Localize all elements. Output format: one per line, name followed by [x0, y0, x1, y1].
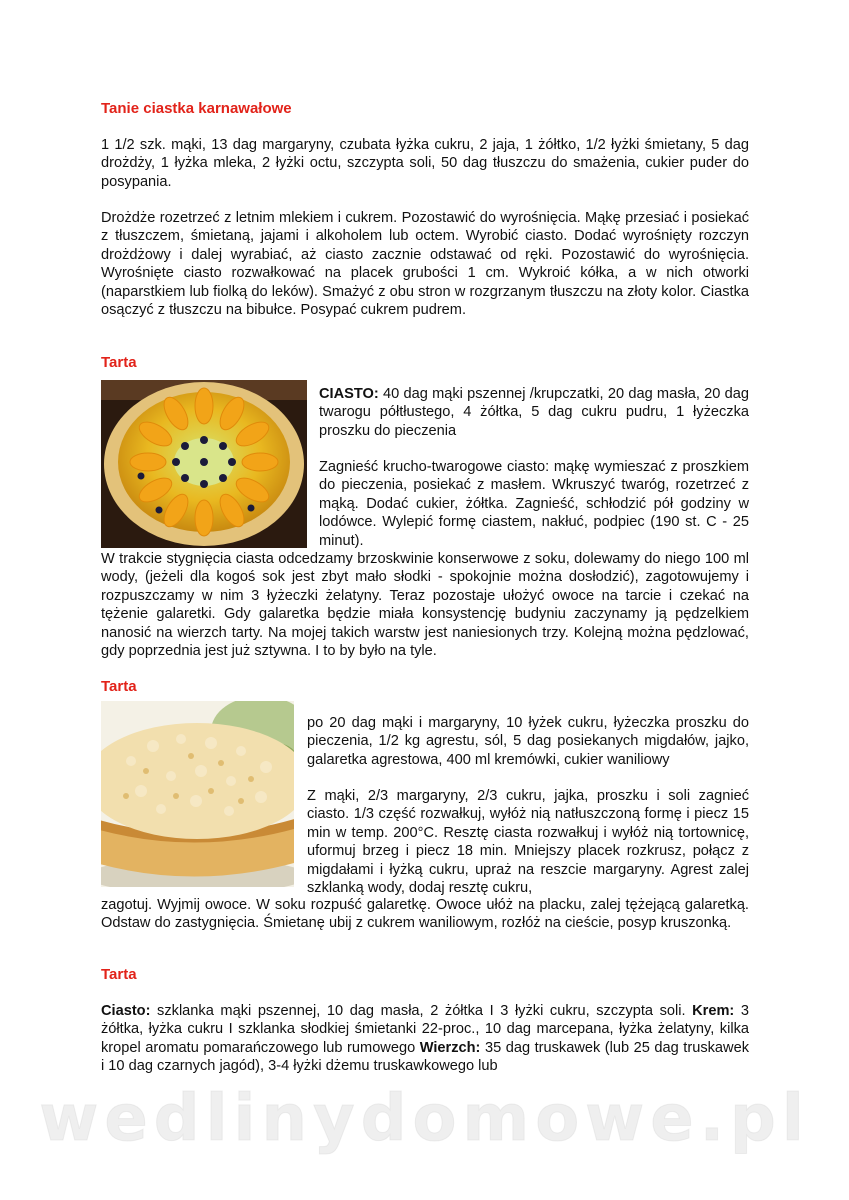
recipe-title-ciastka: Tanie ciastka karnawałowe — [101, 100, 292, 117]
cream-text: 3 żółtka, łyżka cukru I szklanka słodkiej śmietanki 22-proc., 10 dag marcepana, łyżka żelatyny, kilka kropel aromatu pomarańczowego lub rumowego — [101, 1003, 749, 1056]
recipe-ingredients-tarta-2: po 20 dag mąki i margaryny, 10 łyżek cukru, łyżeczka proszku do pieczenia, 1/2 kg agrestu, sól, 5 dag posiekanych migdałów, jajko, galaretka agrestowa, 400 ml kremówki, cukier waniliowy — [307, 715, 749, 768]
recipe-title-tarta-3: Tarta — [101, 966, 137, 983]
recipe-title-tarta-1: Tarta — [101, 354, 137, 371]
site-watermark: wedlinydomowe.pl — [39, 1082, 810, 1156]
recipe-method-b-tarta-2: zagotuj. Wyjmij owoce. W soku rozpuść galaretkę. Owoce ułóż na placku, zalej tężejącą galaretką. Odstaw do zastygnięcia. Śmietanę ubij z cukrem waniliowym, rozłóż na cieście, posyp kruszonką. — [101, 897, 749, 932]
topping-text: 35 dag truskawek (lub 25 dag truskawek i 10 dag czarnych jagód), 3-4 łyżki dżemu truskawkowego lub — [101, 1039, 749, 1075]
recipe-title-tarta-2: Tarta — [101, 678, 137, 695]
recipe-body-tarta-3 — [101, 1002, 749, 1076]
topping-label: Wierzch: — [419, 1039, 481, 1056]
dough-label: CIASTO: — [319, 386, 379, 402]
dough-text: 40 dag mąki pszennej /krupczatki, 20 dag masła, 20 dag twarogu półtłustego, 4 żółtka, 5 dag cukru pudru, 1 łyżeczka proszku do pieczenia — [319, 386, 749, 439]
recipe-ingredients-ciastka: 1 1/2 szk. mąki, 13 dag margaryny, czubata łyżka cukru, 2 jaja, 1 żółtko, 1/2 łyżki śmietany, 5 dag drożdży, 1 łyżka mleka, 2 łyżki octu, szczypta soli, 50 dag tłuszczu do smażenia, cukier puder do posypania. — [101, 137, 749, 190]
dough-text-2: szklanka mąki pszennej, 10 dag masła, 2 żółtka I 3 łyżki cukru, szczypta soli. — [150, 1003, 693, 1019]
gooseberry-tart-photo — [101, 701, 294, 887]
recipe-method-b-tarta-1: W trakcie stygnięcia ciasta odcedzamy brzoskwinie konserwowe z soku, dolewamy do niego 100 ml wody, (jeżeli dla kogoś sok jest zbyt mało słodki - spokojnie można dosłodzić), zagotowujemy i rozpuszczamy w nim 3 łyżeczki żelatyny. Teraz pozostaje ułożyć owoce na tarcie i czekać na tężenie galaretki. Gdy galaretka będzie miała konsystencję budyniu zaczynamy ją pędzelkiem nanosić na wierzch tarty. Na mojej takich warstw jest naniesionych trzy. Kolejną można pędzlować, gdy poprzednia jest już sztywna. I to by było na tyle. — [101, 551, 749, 660]
recipe-method-ciastka: Drożdże rozetrzeć z letnim mlekiem i cukrem. Pozostawić do wyrośnięcia. Mąkę przesiać i posiekać z tłuszczem, śmietaną, jajami i alkoholem lub octem. Wyrobić ciasto. Dodać wyrośnięty rozczyn drożdżowy i dalej wyrabiać, aż ciasto zacznie odstawać od ręki. Pozostawić do wyrośnięcia. Wyrośnięte ciasto rozwałkować na placek grubości 1 cm. Wykroić kółka, a w nich otworki (naparstkiem lub fiolką do leków). Smażyć z obu stron w rozgrzanym tłuszczu na złoty kolor. Ciastka osączyć z tłuszczu na bibułce. Posypać cukrem pudrem. — [101, 210, 749, 319]
recipe-dough-tarta-1 — [319, 385, 749, 440]
dough-label-2: Ciasto: — [101, 1003, 151, 1019]
recipe-method-a-tarta-2: Z mąki, 2/3 margaryny, 2/3 cukru, jajka, proszku i soli zagnieć ciasto. 1/3 część rozwałkuj, wyłóż nią natłuszczoną formę i piecz 15 min w temp. 200°C. Resztę ciasta rozwałkuj i wyłóż nią tortownicę, uformuj brzeg i piecz 18 min. Mniejszy placek rozkrusz, połącz z migdałami i łyżką cukru, upraż na reszcie margaryny. Agrest zalej szklanką wody, dodaj resztę cukru, — [307, 788, 749, 897]
peach-tart-photo — [101, 380, 307, 548]
cream-label: Krem: — [692, 1003, 735, 1019]
recipe-method-a-tarta-1: Zagnieść krucho-twarogowe ciasto: mąkę wymieszać z proszkiem do pieczenia, posiekać z masłem. Wkruszyć twaróg, rozetrzeć z mąką. Dodać cukier, żółtka. Zagnieść, schłodzić pół godziny w lodówce. Wylepić formę ciastem, nakłuć, podpiec (190 st. C - 25 minut). — [319, 459, 749, 549]
